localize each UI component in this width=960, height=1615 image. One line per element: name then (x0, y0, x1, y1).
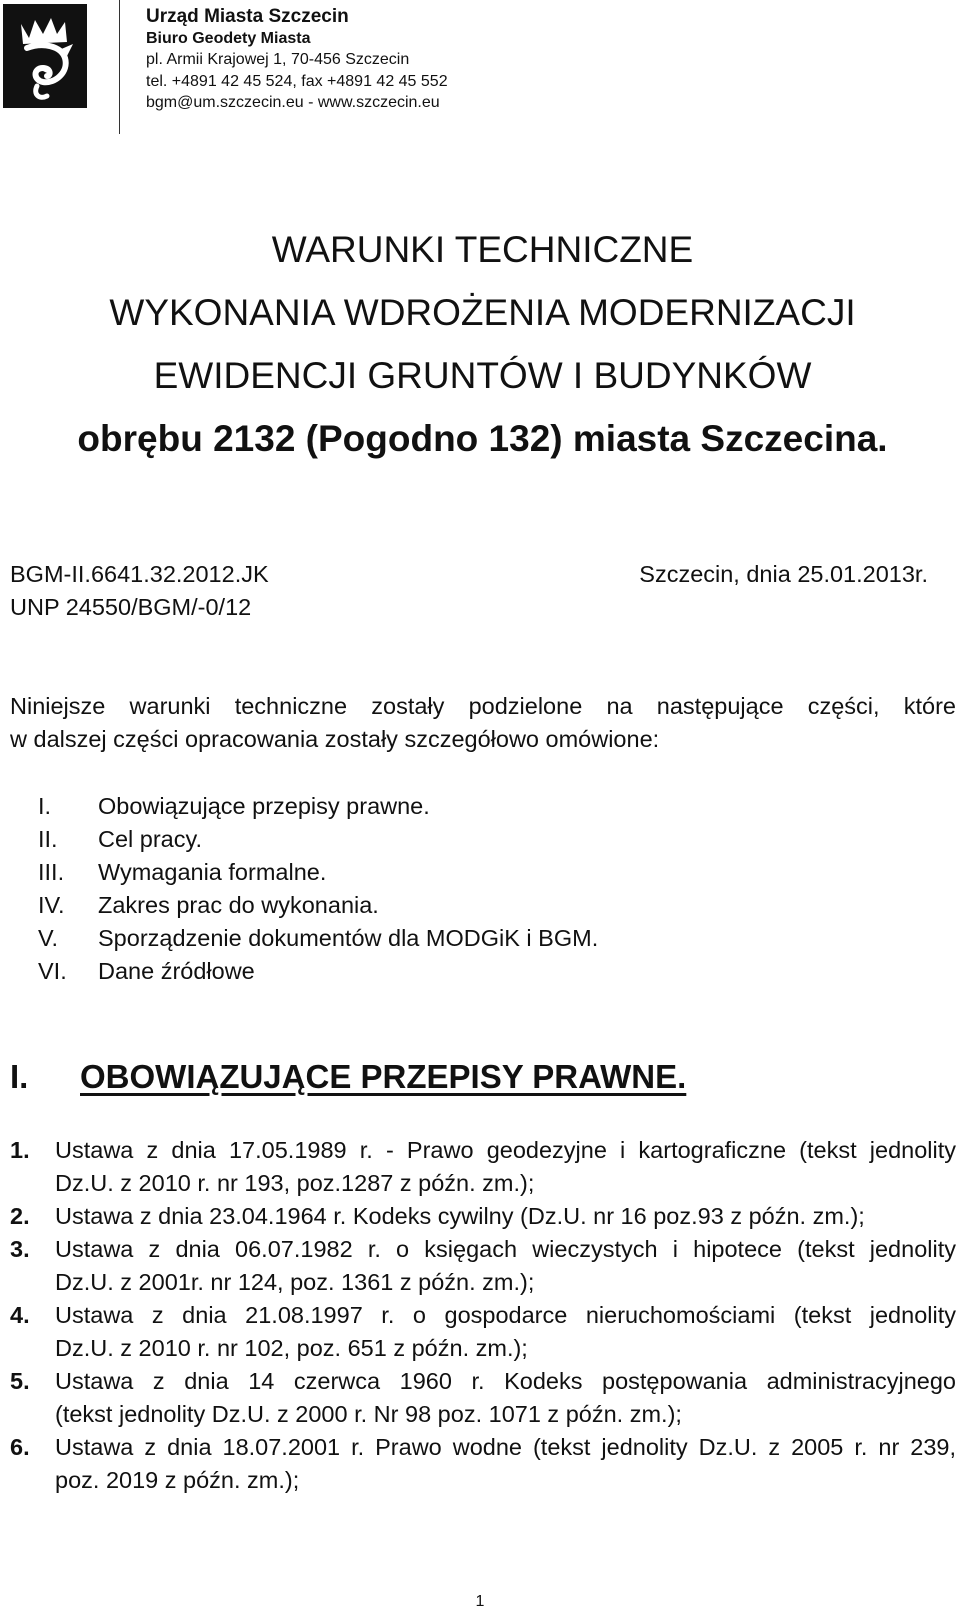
place-date: Szczecin, dnia 25.01.2013r. (639, 561, 928, 587)
szczecin-crest-icon (3, 4, 87, 108)
law-text-line-2: (tekst jednolity Dz.U. z 2000 r. Nr 98 poz. 1071 z późn. zm.); (55, 1401, 682, 1427)
list-item-number: III. (38, 859, 65, 885)
law-text-line-2: Dz.U. z 2010 r. nr 193, poz.1287 z późn. zm.); (55, 1170, 535, 1196)
law-text-line-1: Ustawa z dnia 14 czerwca 1960 r. Kodeks postępowania administracyjnego (55, 1368, 956, 1394)
section-title: OBOWIĄZUJĄCE PRZEPISY PRAWNE. (80, 1058, 687, 1095)
list-item (10, 1299, 956, 1365)
intro-line-1: Niniejsze warunki techniczne zostały podzielone na następujące części, które (10, 693, 956, 719)
law-text-line-1: Ustawa z dnia 21.08.1997 r. o gospodarce nieruchomościami (tekst jednolity (55, 1302, 956, 1328)
law-number: 4. (10, 1302, 30, 1328)
title-line-3: EWIDENCJI GRUNTÓW I BUDYNKÓW (153, 355, 812, 396)
law-text-line-1: Ustawa z dnia 18.07.2001 r. Prawo wodne (tekst jednolity Dz.U. z 2005 r. nr 239, (55, 1434, 956, 1460)
list-item-number: V. (38, 925, 59, 951)
list-item-text: Obowiązujące przepisy prawne. (98, 793, 430, 819)
office-phone-fax: tel. +4891 42 45 524, fax +4891 42 45 552 (146, 72, 448, 90)
document-title (0, 218, 960, 470)
title-line-4: obrębu 2132 (Pogodno 132) miasta Szczecina. (77, 418, 888, 459)
laws-list (10, 1134, 956, 1497)
list-item (10, 1365, 956, 1431)
unp-number: UNP 24550/BGM/-0/12 (10, 594, 252, 620)
intro-paragraph (10, 690, 956, 756)
case-number: BGM-II.6641.32.2012.JK (10, 561, 269, 587)
title-line-1: WARUNKI TECHNICZNE (271, 229, 694, 270)
list-item (10, 1233, 956, 1299)
list-item (10, 1134, 956, 1200)
office-email-web: bgm@um.szczecin.eu - www.szczecin.eu (146, 94, 440, 111)
law-number: 1. (10, 1137, 30, 1163)
header-divider (119, 0, 120, 134)
law-text-line-2: Dz.U. z 2001r. nr 124, poz. 1361 z późn. zm.); (55, 1269, 535, 1295)
list-item-text: Dane źródłowe (98, 958, 255, 984)
list-item-number: II. (38, 826, 58, 852)
law-text-line-1: Ustawa z dnia 17.05.1989 r. - Prawo geodezyjne i kartograficzne (tekst jednolity (55, 1137, 956, 1163)
list-item (10, 1431, 956, 1497)
office-name: Urząd Miasta Szczecin (146, 6, 349, 27)
page-number: 1 (475, 1593, 485, 1610)
law-text-line-2: Dz.U. z 2010 r. nr 102, poz. 651 z późn. zm.); (55, 1335, 528, 1361)
list-item-text: Zakres prac do wykonania. (98, 892, 379, 918)
list-item-text: Wymagania formalne. (98, 859, 327, 885)
letterhead (146, 6, 448, 114)
law-number: 6. (10, 1434, 30, 1460)
intro-line-2: w dalszej części opracowania zostały szczegółowo omówione: (10, 726, 660, 752)
list-item-number: IV. (38, 892, 65, 918)
list-item-text: Cel pracy. (98, 826, 203, 852)
law-text-line-1: Ustawa z dnia 23.04.1964 r. Kodeks cywilny (Dz.U. nr 16 poz.93 z późn. zm.); (55, 1203, 865, 1229)
section-number: I. (10, 1058, 29, 1095)
department-name: Biuro Geodety Miasta (146, 29, 311, 47)
title-line-2: WYKONANIA WDROŻENIA MODERNIZACJI (109, 292, 856, 333)
section-heading (10, 1058, 686, 1096)
law-text-line-1: Ustawa z dnia 06.07.1982 r. o księgach wieczystych i hipotece (tekst jednolity (55, 1236, 956, 1262)
law-text-line-2: poz. 2019 z późn. zm.); (55, 1467, 300, 1493)
office-address: pl. Armii Krajowej 1, 70-456 Szczecin (146, 51, 410, 68)
list-item-text: Sporządzenie dokumentów dla MODGiK i BGM. (98, 925, 599, 951)
reference-block (10, 558, 269, 624)
list-item-number: I. (38, 793, 52, 819)
law-number: 5. (10, 1368, 30, 1394)
law-number: 2. (10, 1203, 30, 1229)
list-item-number: VI. (38, 958, 67, 984)
law-number: 3. (10, 1236, 30, 1262)
list-item (10, 1200, 956, 1233)
